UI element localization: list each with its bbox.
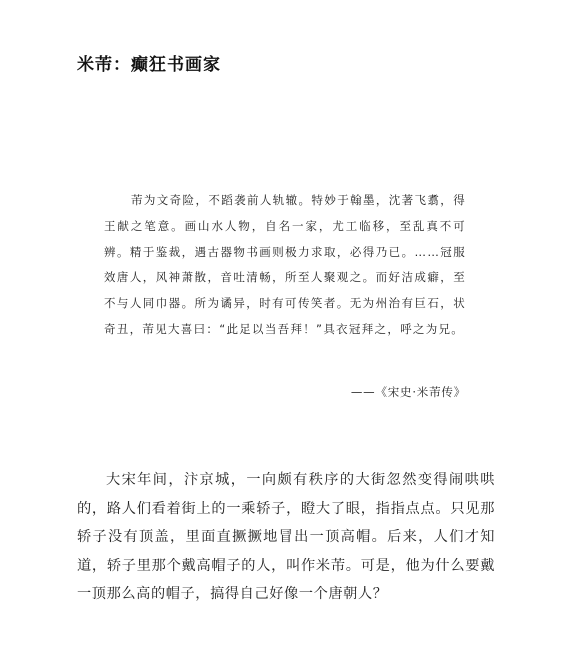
- chapter-title: 米芾：癫狂书画家: [77, 55, 221, 75]
- epigraph-attribution: ——《宋史·米芾传》: [350, 385, 466, 399]
- epigraph-quote: 芾为文奇险，不蹈袭前人轨辙。特妙于翰墨，沈著飞翥，得王献之笔意。画山水人物，自名一家，尤工临移，至乱真不可辨。精于鉴裁，遇古器物书画则极力求取，必得乃已。……冠服效唐人，风神萧散，音吐清畅，所至人聚观之。而好洁成癖，至不与人同巾器。所为谲异，时有可传笑者。无为州治有巨石，状奇丑，芾见大喜曰：“此足以当吾拜！”具衣冠拜之，呼之为兄。: [104, 193, 466, 336]
- body-paragraph: 大宋年间，汴京城，一向颇有秩序的大街忽然变得闹哄哄的，路人们看着街上的一乘轿子，瞪大了眼，指指点点。只见那轿子没有顶盖，里面直撅撅地冒出一顶高帽。后来，人们才知道，轿子里那个戴高帽子的人，叫作米芾。可是，他为什么要戴一顶那么高的帽子，搞得自己好像一个唐朝人？: [77, 472, 495, 602]
